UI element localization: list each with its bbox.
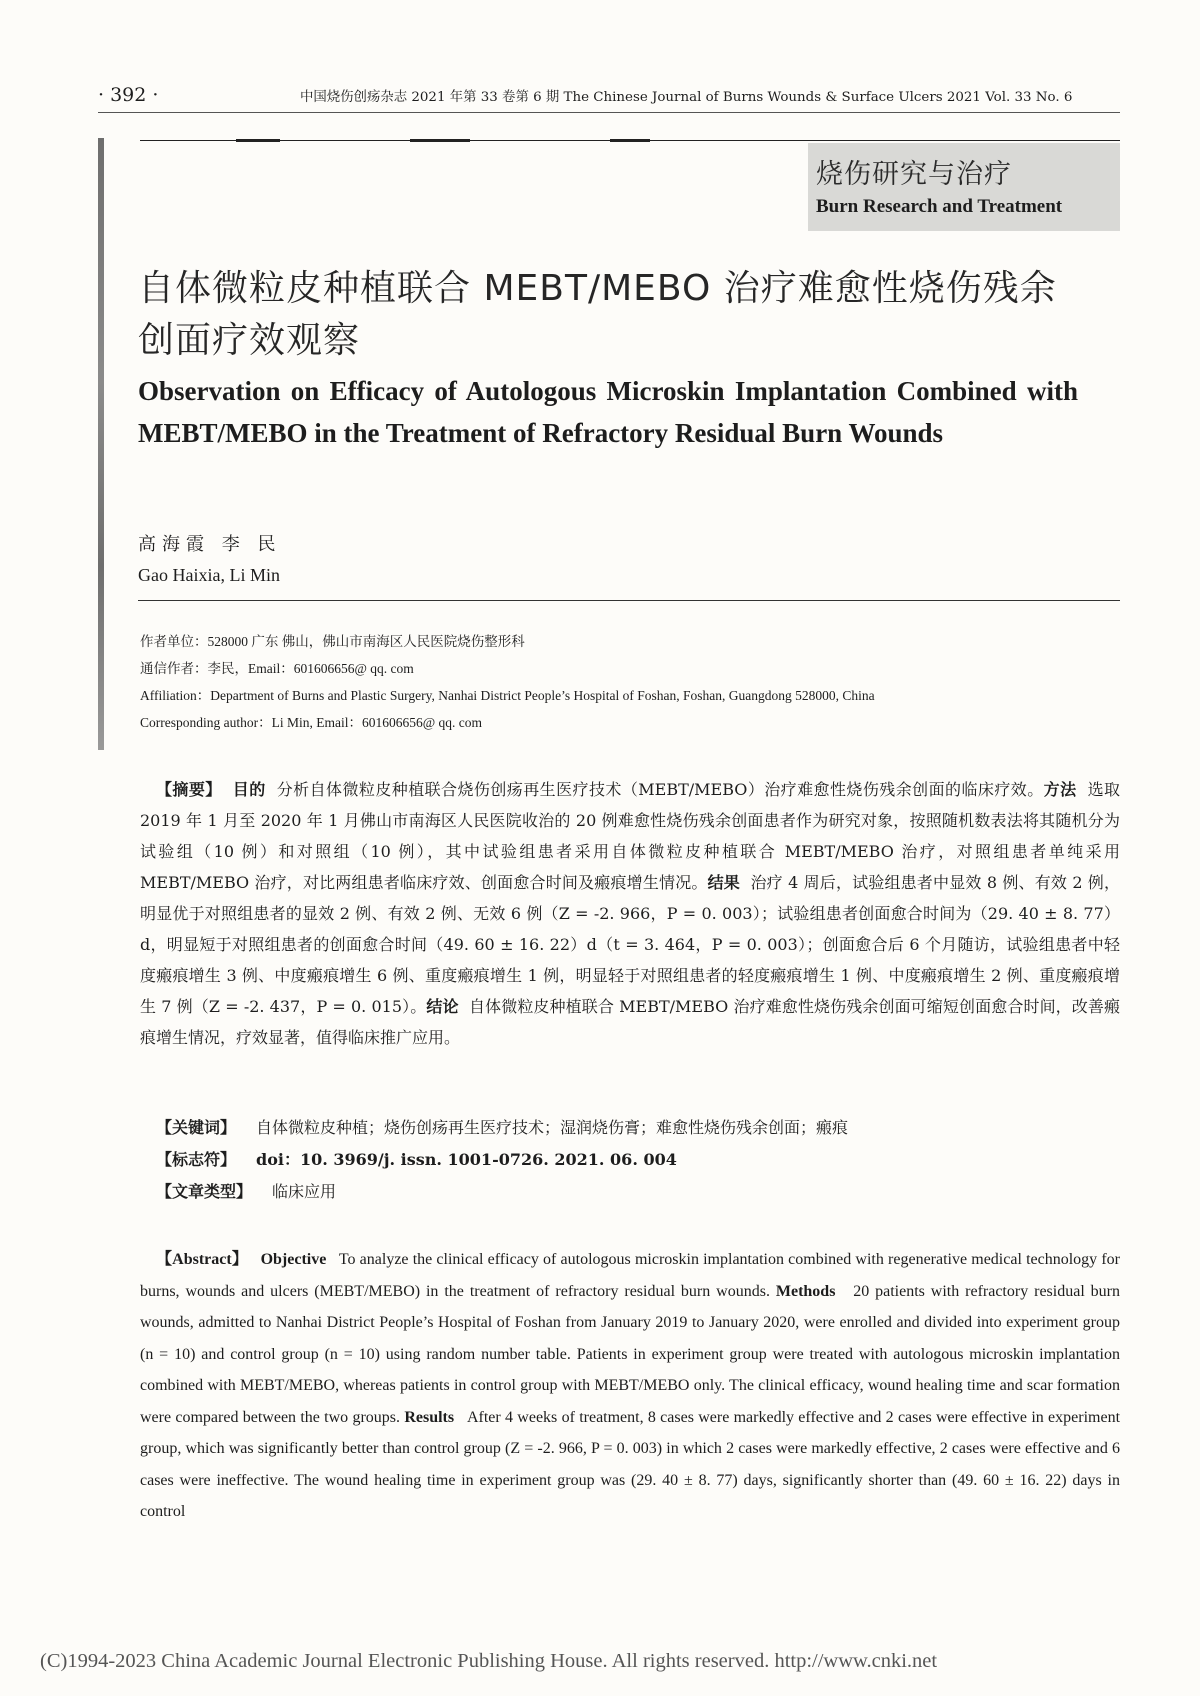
page-number: · 392 · bbox=[98, 84, 159, 106]
article-type-label: 【文章类型】 bbox=[156, 1182, 253, 1201]
corresponding-en: Corresponding author：Li Min, Email：601606656@ qq. com bbox=[140, 715, 483, 730]
abstract-cn bbox=[140, 774, 1120, 1053]
band-tick bbox=[610, 139, 650, 142]
objective-en-label: Objective bbox=[260, 1251, 327, 1268]
keywords-value: 自体微粒皮种植；烧伤创疡再生医疗技术；湿润烧伤膏；难愈性烧伤残余创面；瘢痕 bbox=[256, 1118, 849, 1137]
article-title-en: Observation on Efficacy of Autologous Microskin Implantation Combined with MEBT/MEBO in the Treatment of Refractory Residual Burn Wounds bbox=[138, 376, 1078, 448]
methods-text: 选取 2019 年 1 月至 2020 年 1 月佛山市南海区人民医院收治的 20 例难愈性烧伤残余创面患者作为研究对象，按照随机数表法将其随机分为试验组（10 例）和对照组（10 例），其中试验组患者采用自体微粒皮种植联合 MEBT/MEBO 治疗，对照组患者单纯采用 MEBT/MEBO 治疗，对比两组患者临床疗效、创面愈合时间及瘢痕增生情况。 bbox=[140, 780, 1120, 892]
conclusion-text: 自体微粒皮种植联合 MEBT/MEBO 治疗难愈性烧伤残余创面可缩短创面愈合时间，改善瘢痕增生情况，疗效显著，值得临床推广应用。 bbox=[140, 997, 1121, 1047]
methods-en-text: 20 patients with refractory residual burn wounds, admitted to Nanhai District People’s Hospital of Foshan from January 2019 to January 2020, were enrolled and divided into experiment group (n = 10) and control group (n = 10) using random number table. Patients in experiment group were treated with autologous microskin implantation combined with MEBT/MEBO, whereas patients in control group with MEBT/MEBO only. The clinical efficacy, wound healing time and scar formation were compared between the two groups. bbox=[140, 1282, 1121, 1426]
methods-label: 方法 bbox=[1043, 780, 1077, 799]
doi-row bbox=[156, 1147, 677, 1170]
article-type-row bbox=[156, 1179, 336, 1202]
running-header: 中国烧伤创疡杂志 2021 年第 33 卷第 6 期 The Chinese Journal of Burns Wounds & Surface Ulcers 2021 Vol. 33 No. 6 bbox=[300, 90, 1073, 105]
article-type-value: 临床应用 bbox=[272, 1182, 337, 1201]
results-en-label: Results bbox=[404, 1408, 455, 1426]
abstract-label: 【摘要】 bbox=[156, 780, 222, 799]
affiliation-cn: 作者单位：528000 广东 佛山，佛山市南海区人民医院烧伤整形科 bbox=[140, 634, 525, 649]
results-text: 治疗 4 周后，试验组患者中显效 8 例、有效 2 例，明显优于对照组患者的显效 2 例、有效 2 例、无效 6 例（Z = -2. 966，P = 0. 003）；试验组患者创面愈合时间为（29. 40 ± 8. 77）d，明显短于对照组患者的创面愈合时间（49. 60 ± 16. 22）d（t = 3. 464，P = 0. 003）；创面愈合后 6 个月随访，试验组患者中轻度瘢痕增生 3 例、中度瘢痕增生 6 例、重度瘢痕增生 1 例，明显轻于对照组患者的轻度瘢痕增生 1 例、中度瘢痕增生 2 例、重度瘢痕增生 7 例（Z = -2. 437，P = 0. 015）。 bbox=[140, 873, 1120, 1016]
doi-label: 【标志符】 bbox=[156, 1150, 237, 1169]
abstract-en-label: 【Abstract】 bbox=[156, 1251, 249, 1268]
section-title-cn: 烧伤研究与治疗 bbox=[816, 159, 1012, 190]
abstract-en bbox=[140, 1244, 1120, 1528]
affiliation-en: Affiliation：Department of Burns and Plastic Surgery, Nanhai District People’s Hospital of Foshan, Foshan, Guangdong 528000, China bbox=[140, 688, 875, 703]
authors-en: Gao Haixia, Li Min bbox=[138, 565, 280, 585]
conclusion-label: 结论 bbox=[426, 997, 459, 1016]
band-tick bbox=[410, 139, 470, 142]
keywords-row bbox=[156, 1115, 848, 1138]
methods-en-label: Methods bbox=[775, 1282, 836, 1300]
results-label: 结果 bbox=[707, 873, 740, 892]
header-rule bbox=[98, 112, 1120, 113]
corresponding-cn: 通信作者：李民，Email：601606656@ qq. com bbox=[140, 661, 414, 676]
objective-label: 目的 bbox=[232, 780, 266, 799]
section-title-en: Burn Research and Treatment bbox=[816, 196, 1063, 217]
scan-edge-mark bbox=[98, 138, 104, 750]
keywords-label: 【关键词】 bbox=[156, 1118, 237, 1137]
authors-cn: 高海霞 李 民 bbox=[138, 534, 282, 555]
copyright-footer: (C)1994-2023 China Academic Journal Electronic Publishing House. All rights reserved. http://www.cnki.net bbox=[40, 1650, 938, 1672]
doi-value: doi：10. 3969/j. issn. 1001-0726. 2021. 06. 004 bbox=[256, 1150, 677, 1169]
article-title-cn: 自体微粒皮种植联合 MEBT/MEBO 治疗难愈性烧伤残余创面疗效观察 bbox=[138, 268, 1057, 361]
band-tick bbox=[236, 139, 280, 142]
results-en-text: After 4 weeks of treatment, 8 cases were markedly effective and 2 cases were effective in experiment group, which was significantly better than control group (Z = -2. 966, P = 0. 003) in which 2 cases were markedly effective, 2 cases were effective and 6 cases were ineffective. The wound healing time in experiment group was (29. 40 ± 8. 77) days, significantly shorter than (49. 60 ± 16. 22) days in control bbox=[140, 1408, 1121, 1520]
objective-text: 分析自体微粒皮种植联合烧伤创疡再生医疗技术（MEBT/MEBO）治疗难愈性烧伤残余创面的临床疗效。 bbox=[276, 780, 1044, 799]
authors-rule bbox=[138, 600, 1120, 601]
objective-en-text: To analyze the clinical efficacy of autologous microskin implantation combined with regenerative medical technology for burns, wounds and ulcers (MEBT/MEBO) in the treatment of refractory residual burn wounds. bbox=[140, 1251, 1120, 1300]
